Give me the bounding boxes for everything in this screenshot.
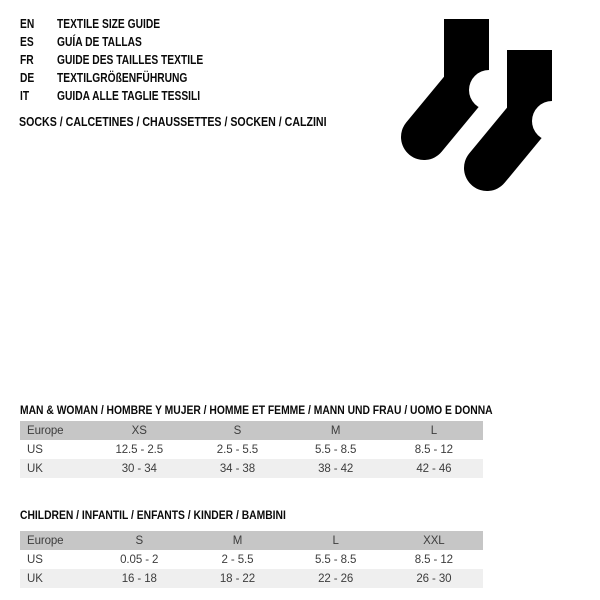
size-value-cell: 30 - 34 <box>121 462 157 475</box>
table-row-us <box>20 550 483 569</box>
size-value-cell: 0.05 - 2 <box>120 553 159 566</box>
size-table-man-woman <box>20 421 483 478</box>
size-value-cell: 42 - 46 <box>416 462 452 475</box>
language-title: GUIDE DES TAILLES TEXTILE <box>57 53 204 67</box>
language-code: ES <box>20 35 34 49</box>
table-title-text: MAN & WOMAN / HOMBRE Y MUJER / HOMME ET FEMME / MANN UND FRAU / UOMO E DONNA <box>20 403 493 417</box>
size-value-cell: 16 - 18 <box>121 572 157 585</box>
language-code: FR <box>20 53 34 67</box>
row-label: US <box>27 443 43 456</box>
column-header-size: M <box>287 421 385 440</box>
table-title-man-woman <box>20 403 570 418</box>
language-row-fr <box>20 51 235 69</box>
row-label: UK <box>27 572 43 585</box>
size-table-children <box>20 531 483 588</box>
size-value-cell: 22 - 26 <box>318 572 354 585</box>
column-header-size: L <box>385 421 483 440</box>
column-header-size: XS <box>90 421 188 440</box>
language-row-de <box>20 69 235 87</box>
size-value-cell: 34 - 38 <box>219 462 255 475</box>
table-header-row <box>20 531 483 550</box>
column-header-size: S <box>188 421 286 440</box>
table-row-uk <box>20 569 483 588</box>
language-list <box>20 15 235 105</box>
sock-heel-cutout <box>469 70 509 110</box>
language-title: TEXTILE SIZE GUIDE <box>57 17 161 31</box>
language-code: DE <box>20 71 35 85</box>
column-header-size: XXL <box>385 531 483 550</box>
size-value-cell: 5.5 - 8.5 <box>315 553 357 566</box>
column-header-size: S <box>90 531 188 550</box>
table-title-text: CHILDREN / INFANTIL / ENFANTS / KINDER / BAMBINI <box>20 508 286 522</box>
size-value-cell: 2.5 - 5.5 <box>216 443 259 456</box>
socks-icon <box>395 5 575 205</box>
table-row-uk <box>20 459 483 478</box>
sock-left <box>424 19 509 137</box>
language-row-es <box>20 33 235 51</box>
language-title: GUIDA ALLE TAGLIE TESSILI <box>57 89 201 103</box>
language-code: EN <box>20 17 35 31</box>
size-value-cell: 38 - 42 <box>318 462 354 475</box>
language-row-it <box>20 87 235 105</box>
size-value-cell: 8.5 - 12 <box>414 443 453 456</box>
column-header-size: L <box>287 531 385 550</box>
language-title: GUÍA DE TALLAS <box>57 35 142 49</box>
language-row-en <box>20 15 235 33</box>
column-header-region: Europe <box>20 531 90 550</box>
row-label: US <box>27 553 43 566</box>
size-value-cell: 5.5 - 8.5 <box>315 443 357 456</box>
table-row-us <box>20 440 483 459</box>
size-value-cell: 18 - 22 <box>219 572 255 585</box>
sock-heel-cutout <box>532 101 572 141</box>
table-title-children <box>20 508 329 523</box>
language-title: TEXTILGRÖßENFÜHRUNG <box>57 71 188 85</box>
size-value-cell: 26 - 30 <box>416 572 452 585</box>
category-title-text: SOCKS / CALCETINES / CHAUSSETTES / SOCKEN / CALZINI <box>19 115 327 129</box>
table-header-row <box>20 421 483 440</box>
language-code: IT <box>20 89 30 103</box>
category-title <box>19 113 381 131</box>
column-header-region: Europe <box>20 421 90 440</box>
size-value-cell: 8.5 - 12 <box>414 553 453 566</box>
column-header-size: M <box>188 531 286 550</box>
row-label: UK <box>27 462 43 475</box>
size-value-cell: 2 - 5.5 <box>221 553 254 566</box>
size-value-cell: 12.5 - 2.5 <box>115 443 164 456</box>
sock-right <box>487 50 572 168</box>
